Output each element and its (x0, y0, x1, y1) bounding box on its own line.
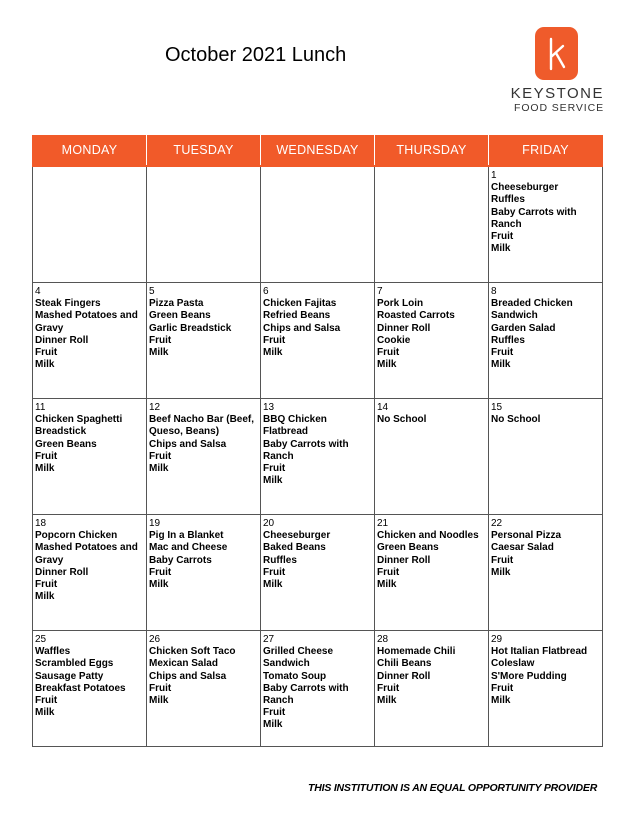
day-number: 26 (149, 634, 161, 645)
day-cell (147, 283, 261, 399)
menu-item: Baby Carrots with Ranch (491, 206, 577, 230)
menu-item: Fruit (491, 554, 514, 566)
menu-item: Green Beans (149, 310, 211, 322)
day-cell (261, 166, 375, 283)
menu-item: Milk (263, 347, 283, 359)
page-title: October 2021 Lunch (165, 44, 347, 66)
menu-item: Milk (491, 243, 511, 255)
menu-item: Coleslaw (491, 658, 535, 670)
day-cell (147, 399, 261, 515)
day-cell (33, 631, 147, 747)
day-cell (147, 166, 261, 283)
menu-item: Fruit (491, 347, 514, 359)
menu-item: Milk (491, 566, 511, 578)
menu-item: Scrambled Eggs (35, 658, 114, 670)
day-cell (261, 283, 375, 399)
day-number: 5 (149, 286, 155, 297)
week-row (33, 515, 603, 631)
menu-item: Cheeseburger (263, 530, 331, 542)
menu-item: No School (491, 414, 541, 426)
menu-item: Fruit (35, 347, 58, 359)
menu-list (491, 646, 600, 707)
day-cell (33, 166, 147, 283)
menu-item: Ruffles (491, 194, 525, 206)
day-number: 22 (491, 518, 503, 529)
calendar-body (33, 166, 603, 747)
day-cell (261, 631, 375, 747)
menu-item: Breaded Chicken Sandwich (491, 298, 573, 322)
menu-item: Hot Italian Flatbread (491, 646, 588, 658)
menu-item: Grilled Cheese Sandwich (263, 646, 334, 670)
menu-item: Milk (149, 579, 169, 591)
day-number: 20 (263, 518, 275, 529)
menu-list (149, 414, 258, 475)
day-number: 12 (149, 402, 161, 413)
menu-list (35, 414, 144, 475)
menu-item: Fruit (149, 682, 172, 694)
menu-list (491, 298, 600, 371)
menu-list (377, 646, 486, 707)
day-cell (375, 283, 489, 399)
menu-item: Dinner Roll (35, 566, 89, 578)
menu-item: Chips and Salsa (263, 322, 341, 334)
menu-item: Fruit (35, 450, 58, 462)
menu-list (377, 298, 486, 371)
weekday-header-row (33, 135, 603, 166)
lunch-calendar (32, 135, 603, 747)
day-number: 25 (35, 634, 47, 645)
day-cell (375, 166, 489, 283)
menu-item: Sausage Patty (35, 670, 104, 682)
menu-list (149, 530, 258, 591)
menu-item: Baked Beans (263, 542, 326, 554)
day-number: 27 (263, 634, 275, 645)
menu-item: Personal Pizza (491, 530, 562, 542)
menu-item: Mexican Salad (149, 658, 218, 670)
menu-item: Fruit (377, 682, 400, 694)
day-number: 1 (491, 170, 497, 181)
menu-item: Steak Fingers (35, 298, 101, 310)
header-friday: FRIDAY (489, 135, 603, 166)
menu-list (263, 414, 372, 487)
menu-list (149, 646, 258, 707)
day-number: 28 (377, 634, 389, 645)
menu-list (263, 530, 372, 591)
menu-item: Cheeseburger (491, 182, 559, 194)
menu-item: Milk (35, 591, 55, 603)
week-row (33, 399, 603, 515)
day-cell (261, 399, 375, 515)
menu-item: Chicken Spaghetti (35, 414, 123, 426)
menu-item: Mashed Potatoes and Gravy (35, 310, 138, 334)
menu-item: Roasted Carrots (377, 310, 455, 322)
menu-item: Popcorn Chicken (35, 530, 118, 542)
day-number: 8 (491, 286, 497, 297)
menu-item: Milk (149, 463, 169, 475)
menu-item: Pork Loin (377, 298, 424, 310)
menu-item: Milk (377, 359, 397, 371)
week-row (33, 166, 603, 283)
menu-item: Chili Beans (377, 658, 432, 670)
menu-item: Dinner Roll (377, 670, 431, 682)
day-number: 11 (35, 402, 46, 413)
menu-item: Breadstick (35, 426, 87, 438)
day-cell (33, 399, 147, 515)
menu-item: Fruit (377, 566, 400, 578)
day-cell (33, 283, 147, 399)
day-cell (489, 399, 603, 515)
menu-item: Fruit (35, 695, 58, 707)
day-number: 4 (35, 286, 41, 297)
menu-item: Fruit (377, 347, 400, 359)
day-number: 21 (377, 518, 389, 529)
day-cell (489, 166, 603, 283)
menu-item: Waffles (35, 646, 71, 658)
menu-list (35, 646, 144, 719)
menu-item: Garlic Breadstick (149, 322, 232, 334)
menu-item: Milk (149, 347, 169, 359)
menu-item: Caesar Salad (491, 542, 554, 554)
day-number: 7 (377, 286, 383, 297)
day-cell (375, 631, 489, 747)
week-row (33, 631, 603, 747)
menu-list (491, 414, 600, 426)
menu-item: Milk (149, 695, 169, 707)
menu-item: Chips and Salsa (149, 670, 227, 682)
day-number: 14 (377, 402, 389, 413)
day-number: 15 (491, 402, 503, 413)
week-row (33, 283, 603, 399)
keystone-k-logo-icon (535, 27, 578, 80)
menu-item: Fruit (35, 579, 58, 591)
menu-list (263, 298, 372, 359)
menu-item: Milk (35, 359, 55, 371)
menu-item: Milk (491, 695, 511, 707)
menu-item: Milk (491, 359, 511, 371)
menu-item: No School (377, 414, 427, 426)
brand-subtitle: FOOD SERVICE (514, 102, 604, 114)
day-cell (261, 515, 375, 631)
menu-item: Refried Beans (263, 310, 331, 322)
menu-item: Dinner Roll (377, 554, 431, 566)
menu-item: S'More Pudding (491, 670, 567, 682)
day-number: 6 (263, 286, 269, 297)
menu-item: Fruit (263, 463, 286, 475)
day-cell (375, 515, 489, 631)
menu-item: Garden Salad (491, 322, 556, 334)
menu-item: Fruit (491, 682, 514, 694)
menu-item: Milk (263, 475, 283, 487)
menu-item: Chips and Salsa (149, 438, 227, 450)
day-cell (489, 515, 603, 631)
menu-item: Breakfast Potatoes (35, 682, 126, 694)
menu-item: Milk (35, 707, 55, 719)
menu-item: Chicken Soft Taco (149, 646, 236, 658)
menu-list (263, 646, 372, 731)
day-number: 29 (491, 634, 503, 645)
menu-item: Beef Nacho Bar (Beef, Queso, Beans) (149, 414, 255, 438)
menu-item: Milk (377, 695, 397, 707)
day-cell (147, 515, 261, 631)
menu-item: Green Beans (377, 542, 439, 554)
menu-item: Pizza Pasta (149, 298, 204, 310)
day-number: 19 (149, 518, 161, 529)
menu-item: Baby Carrots with Ranch (263, 682, 349, 707)
menu-item: Green Beans (35, 438, 97, 450)
day-cell (489, 631, 603, 747)
menu-item: Fruit (263, 707, 286, 719)
menu-item: Milk (263, 719, 283, 731)
menu-item: Ruffles (263, 554, 297, 566)
day-number: 18 (35, 518, 47, 529)
day-number: 13 (263, 402, 275, 413)
menu-item: Fruit (149, 566, 172, 578)
menu-item: Dinner Roll (35, 334, 89, 346)
menu-list (35, 530, 144, 603)
menu-item: Chicken Fajitas (263, 298, 337, 310)
menu-item: Chicken and Noodles (377, 530, 479, 542)
header-wednesday: WEDNESDAY (261, 135, 375, 166)
menu-list (491, 530, 600, 579)
menu-item: Milk (263, 579, 283, 591)
menu-item: Fruit (263, 566, 286, 578)
menu-list (149, 298, 258, 359)
menu-item: Pig In a Blanket (149, 530, 224, 542)
menu-item: Milk (377, 579, 397, 591)
day-cell (33, 515, 147, 631)
menu-item: Milk (35, 463, 55, 475)
menu-item: Tomato Soup (263, 670, 327, 682)
menu-item: Ruffles (491, 334, 525, 346)
menu-item: Cookie (377, 334, 411, 346)
menu-item: Baby Carrots (149, 554, 212, 566)
menu-item: Fruit (149, 334, 172, 346)
menu-list (491, 182, 600, 255)
header-thursday: THURSDAY (375, 135, 489, 166)
menu-item: Fruit (491, 231, 514, 243)
header-tuesday: TUESDAY (147, 135, 261, 166)
menu-item: Fruit (263, 334, 286, 346)
header-monday: MONDAY (33, 135, 147, 166)
menu-list (377, 530, 486, 591)
equal-opportunity-statement: THIS INSTITUTION IS AN EQUAL OPPORTUNITY PROVIDER (308, 782, 598, 794)
menu-item: Dinner Roll (377, 322, 431, 334)
day-cell (489, 283, 603, 399)
menu-list (35, 298, 144, 371)
menu-item: Homemade Chili (377, 646, 456, 658)
menu-item: BBQ Chicken Flatbread (263, 414, 327, 438)
menu-item: Mashed Potatoes and Gravy (35, 542, 138, 566)
menu-item: Fruit (149, 450, 172, 462)
menu-list (377, 414, 486, 426)
day-cell (147, 631, 261, 747)
menu-item: Baby Carrots with Ranch (263, 438, 349, 462)
brand-logo-text (511, 86, 604, 115)
menu-item: Mac and Cheese (149, 542, 228, 554)
brand-name: KEYSTONE (510, 85, 604, 102)
day-cell (375, 399, 489, 515)
